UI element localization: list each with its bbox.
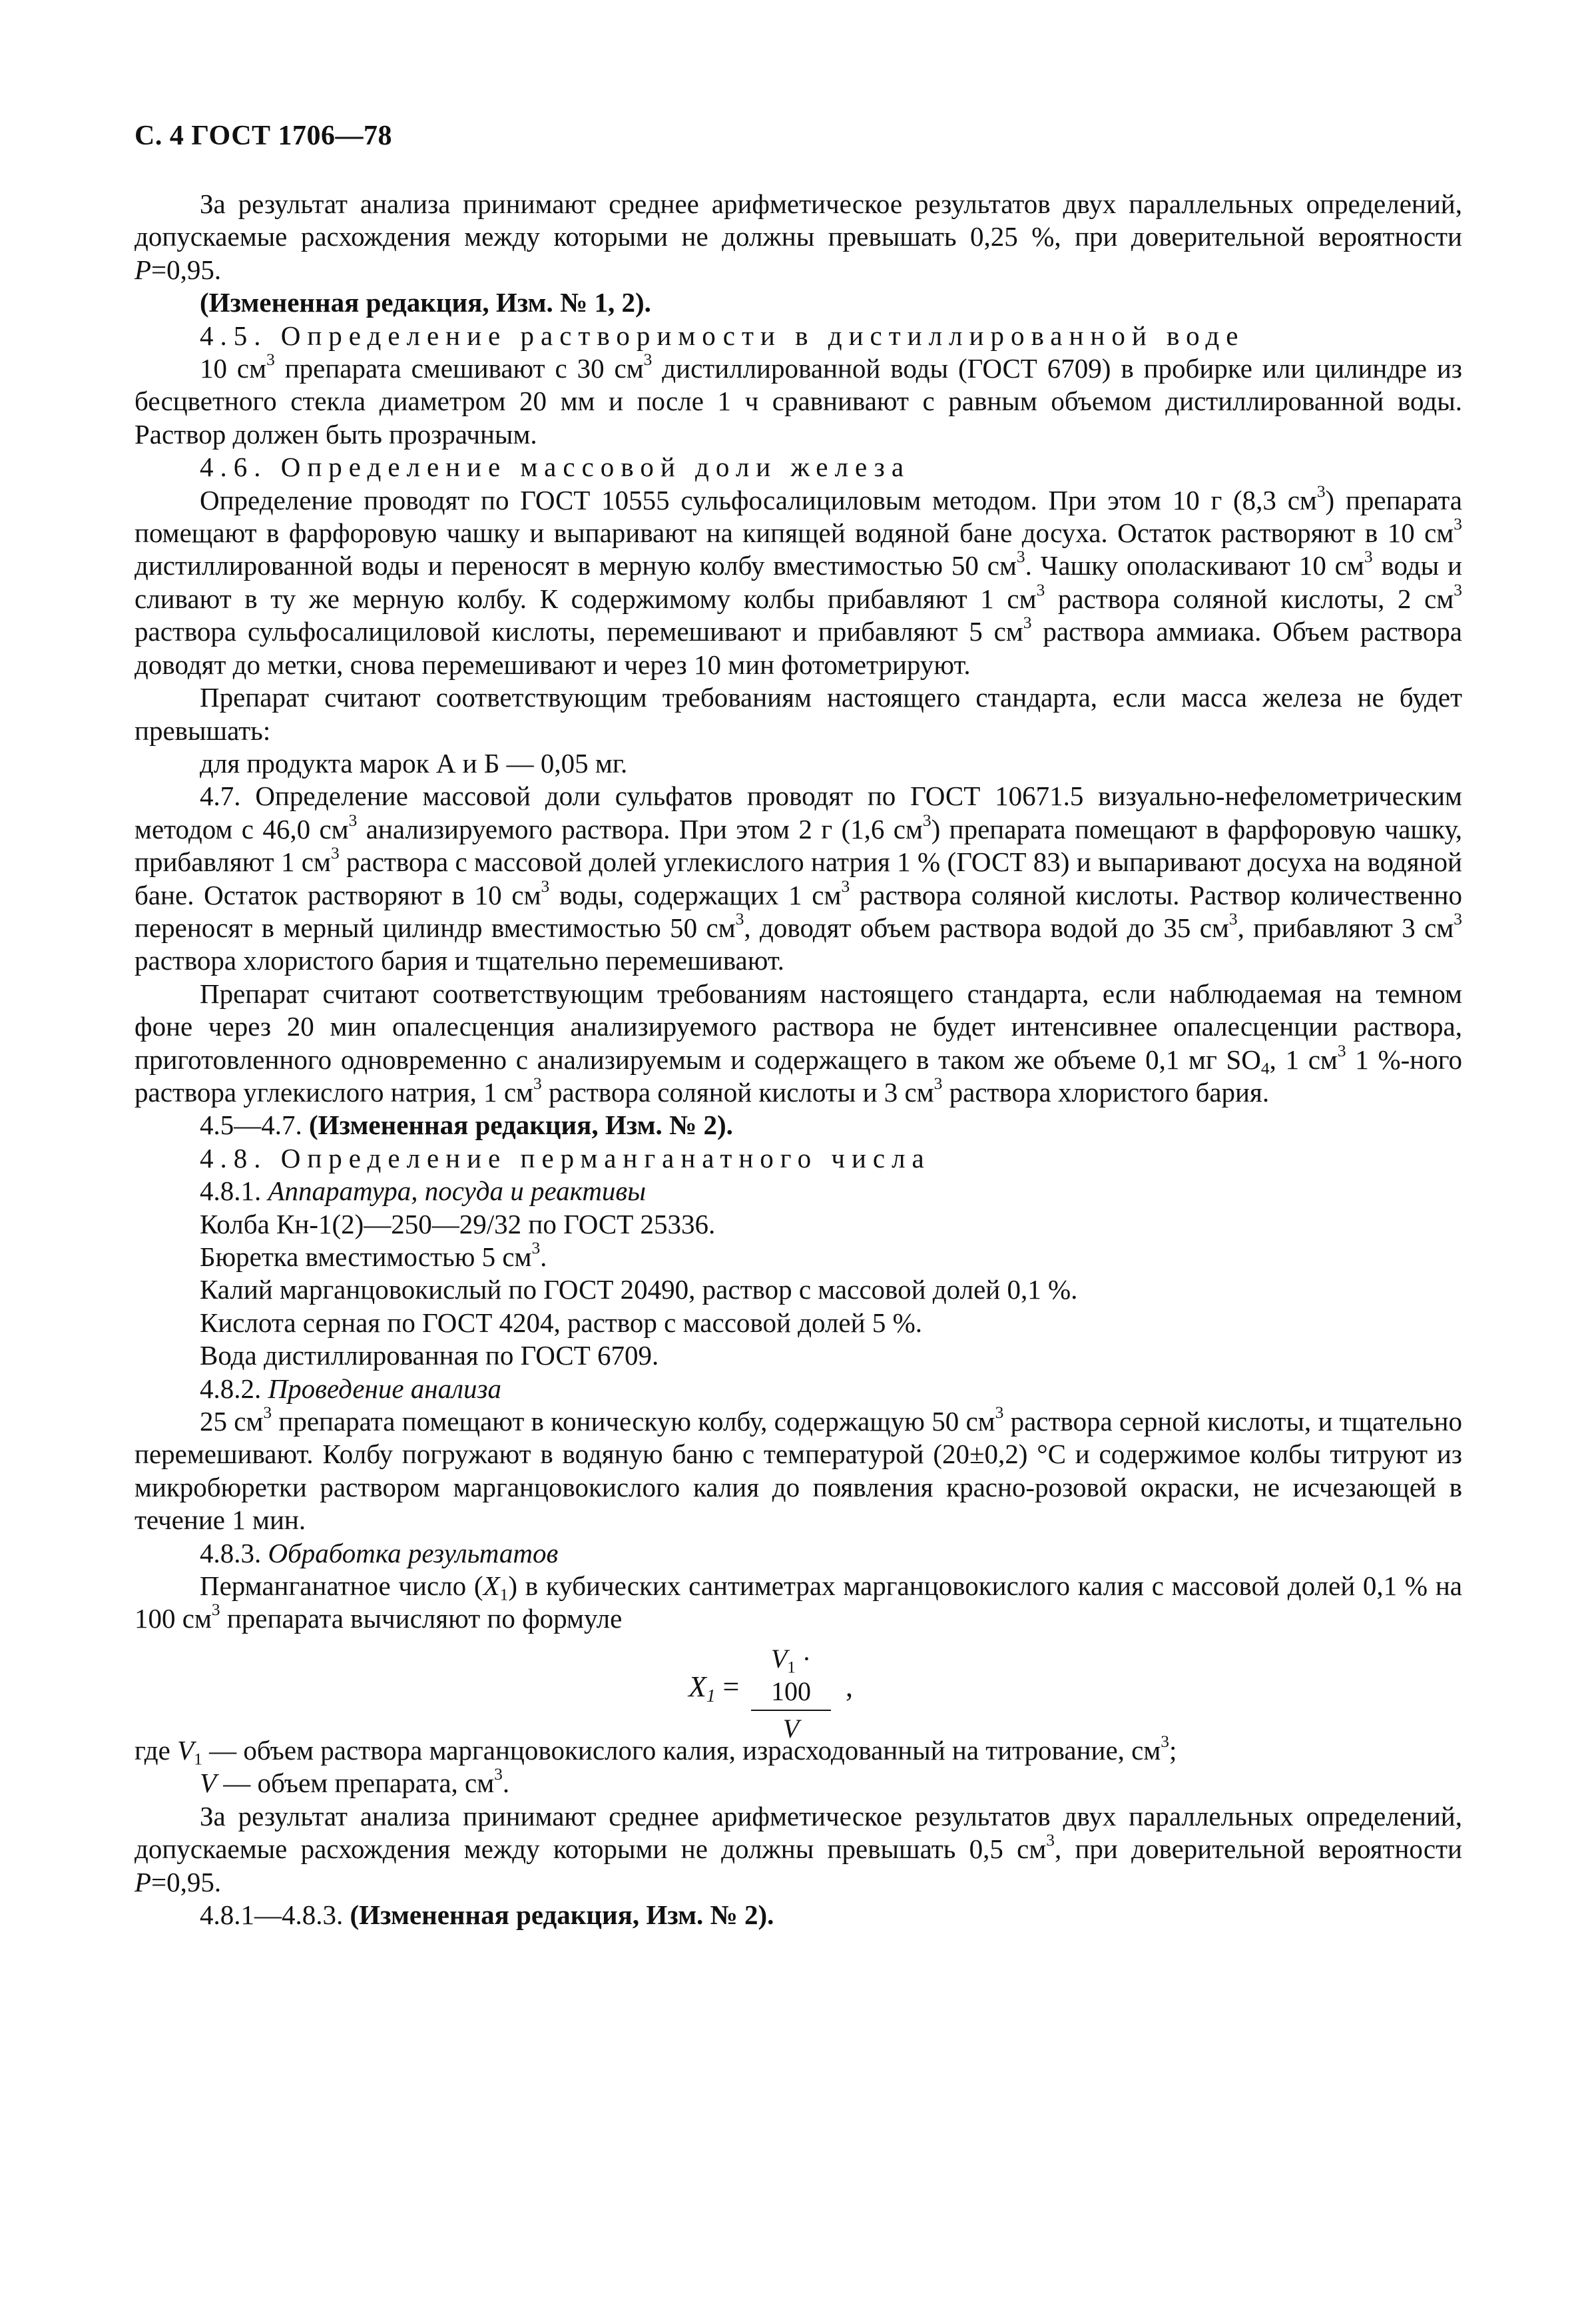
section-4-8-title: 4.8. Определение перманганатного числа bbox=[200, 1142, 931, 1173]
list-item: Вода дистиллированная по ГОСТ 6709. bbox=[200, 1340, 659, 1371]
formula-lhs: $X_1$ = bbox=[688, 1670, 740, 1706]
section-4-6-limit: для продукта марок А и Б — 0,05 мг. bbox=[200, 747, 628, 779]
section-4-8-3-text: Перманганатное число $(X_1)$ в кубических сантиметрах марганцовокислого калия с массовой долей 0,1 % на 100 $см^3$ препарата вычисляют по формуле bbox=[134, 1570, 1462, 1634]
section-4-8-1-title: 4.8.1. Аппаратура, посуда и реактивы bbox=[200, 1175, 646, 1207]
section-4-8-3-title: 4.8.3. Обработка результатов bbox=[200, 1537, 559, 1568]
section-4-7-requirement: Препарат считают соответствующим требованиям настоящего стандарта, если наблюдаемая на темном фоне через 20 мин опалесценция анализируемого раствора не будет интенсивнее опалесценции раствора, приготовленного одновременно с анализируемым и содержащего в таком же объеме 0,1 мг $SO_4$, 1 $см^3$ 1 %-ного раствора углекислого натрия, 1 $см^3$ раствора соляной кислоты и 3 $см^3$ раствора хлористого бария. bbox=[134, 978, 1463, 1108]
page-header: С. 4 ГОСТ 1706—78 bbox=[134, 121, 393, 151]
list-item: Калий марганцовокислый по ГОСТ 20490, раствор с массовой долей 0,1 %. bbox=[200, 1274, 1078, 1305]
formula-fraction bbox=[751, 1642, 831, 1745]
document-body bbox=[134, 188, 1462, 1931]
list-item: Кислота серная по ГОСТ 4204, раствор с массовой долей 5 %. bbox=[200, 1307, 922, 1338]
section-4-5-title: 4.5. Определение растворимости в дистиллированной воде bbox=[200, 320, 1245, 351]
paragraph-result-4-4: За результат анализа принимают среднее арифметическое результатов двух параллельных определений, допускаемые расхождения между которыми не должны превышать 0,25 %, при доверительной вероятности P=0,95. bbox=[134, 188, 1462, 285]
section-4-6-title: 4.6. Определение массовой доли железа bbox=[200, 452, 911, 483]
section-4-5-text: 10 $см^3$ препарата смешивают с 30 $см^3$ дистиллированной воды (ГОСТ 6709) в пробирке или цилиндре из бесцветного стекла диаметром 20 мм и после 1 ч сравнивают с равным объемом дистиллированной воды. Раствор должен быть прозрачным. bbox=[134, 350, 1462, 450]
list-item: Колба Кн-1(2)—250—29/32 по ГОСТ 25336. bbox=[200, 1208, 716, 1239]
section-4-8-2-title: 4.8.2. Проведение анализа bbox=[200, 1373, 502, 1404]
permanganate-formula bbox=[134, 1636, 1462, 1744]
list-item: Бюретка вместимостью 5 $см^3$. bbox=[200, 1238, 547, 1272]
section-4-6-requirement: Препарат считают соответствующим требованиям настоящего стандарта, если масса железа не будет превышать: bbox=[134, 682, 1462, 746]
formula-legend-v: V — объем препарата, $см^3$. bbox=[200, 1765, 510, 1799]
formula-legend-v1: где $V_1$ — объем раствора марганцовокислого калия, израсходованный на титрование, $см^3$; bbox=[134, 1732, 1177, 1769]
section-4-6-text: Определение проводят по ГОСТ 10555 сульфосалициловым методом. При этом 10 г (8,3 $см^3$) препарата помещают в фарфоровую чашку и выпаривают на кипящей водяной бане досуха. Остаток растворяют в 10 $см^3$ дистиллированной воды и переносят в мерную колбу вместимостью 50 $см^3$. Чашку ополаскивают 10 $см^3$ воды и сливают в ту же мерную колбу. К содержимому колбы прибавляют 1 $см^3$ раствора соляной кислоты, 2 $см^3$ раствора сульфосалициловой кислоты, перемешивают и прибавляют 5 $см^3$ раствора аммиака. Объем раствора доводят до метки, снова перемешивают и через 10 мин фотометрируют. bbox=[134, 482, 1462, 680]
section-4-7-text: 4.7. Определение массовой доли сульфатов проводят по ГОСТ 10671.5 визуально-нефелометрическим методом с 46,0 $см^3$ анализируемого раствора. При этом 2 г (1,6 $см^3$) препарата помещают в фарфоровую чашку, прибавляют 1 $см^3$ раствора с массовой долей углекислого натрия 1 % (ГОСТ 83) и выпаривают досуха на водяной бане. Остаток растворяют в 10 $см^3$ воды, содержащих 1 $см^3$ раствора соляной кислоты. Раствор количественно переносят в мерный цилиндр вместимостью 50 $см^3$, доводят объем раствора водой до 35 $см^3$, прибавляют 3 $см^3$ раствора хлористого бария и тщательно перемешивают. bbox=[134, 781, 1462, 976]
formula-comma: , bbox=[846, 1670, 853, 1703]
section-4-8-2-text: 25 $см^3$ препарата помещают в коническую колбу, содержащую 50 $см^3$ раствора серной кислоты, и тщательно перемешивают. Колбу погружают в водяную баню с температурой (20±0,2) °С и содержимое колбы титруют из микробюретки раствором марганцовокислого калия до появления красно-розовой окраски, не исчезающей в течение 1 мин. bbox=[134, 1403, 1462, 1536]
edition-note: 4.8.1—4.8.3. (Измененная редакция, Изм. № 2). bbox=[200, 1899, 774, 1930]
paragraph-result-4-8: За результат анализа принимают среднее арифметическое результатов двух параллельных определений, допускаемые расхождения между которыми не должны превышать 0,5 $см^3$, при доверительной вероятности P=0,95. bbox=[134, 1800, 1462, 1897]
formula-numerator: $V_1 \cdot 100$ bbox=[751, 1642, 831, 1711]
edition-note: 4.5—4.7. (Измененная редакция, Изм. № 2). bbox=[200, 1110, 733, 1141]
formula-denominator: V bbox=[782, 1713, 800, 1744]
edition-note: (Измененная редакция, Изм. № 1, 2). bbox=[200, 287, 651, 318]
